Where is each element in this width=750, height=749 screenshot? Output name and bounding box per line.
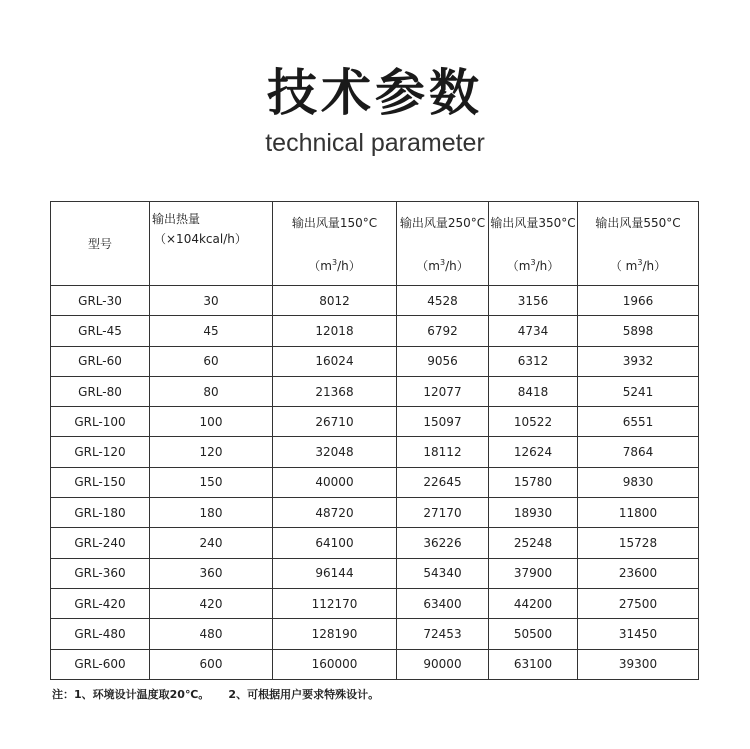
cell-air-250: 12077: [397, 376, 489, 406]
header-air-350: [489, 202, 578, 286]
cell-heat: 150: [150, 467, 273, 497]
page-subtitle: technical parameter: [265, 129, 485, 157]
footnote: 注：1、环境设计温度取20℃。 2、可根据用户要求特殊设计。: [52, 688, 380, 701]
page-title: 技术参数: [267, 64, 483, 122]
cell-air-350: 18930: [489, 498, 578, 528]
table-row: [51, 407, 699, 437]
cell-heat: 360: [150, 558, 273, 588]
cell-heat: 180: [150, 498, 273, 528]
cell-air-350: 25248: [489, 528, 578, 558]
table-row: [51, 437, 699, 467]
table-row: [51, 376, 699, 406]
header-air-250-label: 输出风量250°C: [399, 215, 486, 230]
table-row: [51, 467, 699, 497]
cell-air-550: 9830: [578, 467, 699, 497]
cell-heat: 100: [150, 407, 273, 437]
cell-model: GRL-60: [51, 346, 150, 376]
cell-air-150: 128190: [273, 619, 397, 649]
cell-air-550: 5898: [578, 316, 699, 346]
cell-air-550: 6551: [578, 407, 699, 437]
cell-air-550: 15728: [578, 528, 699, 558]
header-heat-unit: （×104kcal/h）: [154, 232, 247, 246]
cell-air-250: 9056: [397, 346, 489, 376]
header-heat-output: [150, 202, 273, 286]
cell-heat: 45: [150, 316, 273, 346]
cell-air-350: 3156: [489, 286, 578, 316]
cell-air-550: 31450: [578, 619, 699, 649]
header-heat-label: 输出热量: [152, 212, 201, 226]
cell-air-150: 64100: [273, 528, 397, 558]
cell-model: GRL-600: [51, 649, 150, 679]
cell-model: GRL-180: [51, 498, 150, 528]
cell-air-350: 63100: [489, 649, 578, 679]
table-row: [51, 649, 699, 679]
cell-air-250: 15097: [397, 407, 489, 437]
cell-air-350: 6312: [489, 346, 578, 376]
cell-air-550: 3932: [578, 346, 699, 376]
cell-air-150: 32048: [273, 437, 397, 467]
cell-air-250: 90000: [397, 649, 489, 679]
header-air-150: [273, 202, 397, 286]
cell-air-250: 36226: [397, 528, 489, 558]
cell-heat: 600: [150, 649, 273, 679]
cell-air-550: 39300: [578, 649, 699, 679]
cell-heat: 420: [150, 588, 273, 618]
cell-model: GRL-100: [51, 407, 150, 437]
cell-air-350: 10522: [489, 407, 578, 437]
table-row: [51, 286, 699, 316]
cell-air-150: 8012: [273, 286, 397, 316]
cell-model: GRL-420: [51, 588, 150, 618]
table-header-row: [51, 202, 699, 286]
cell-model: GRL-45: [51, 316, 150, 346]
cell-air-150: 12018: [273, 316, 397, 346]
cell-heat: 30: [150, 286, 273, 316]
cell-air-150: 48720: [273, 498, 397, 528]
cell-heat: 480: [150, 619, 273, 649]
cell-air-250: 18112: [397, 437, 489, 467]
cell-air-150: 26710: [273, 407, 397, 437]
cell-model: GRL-360: [51, 558, 150, 588]
cell-heat: 240: [150, 528, 273, 558]
header-air-350-label: 输出风量350°C: [490, 215, 576, 230]
table-row: [51, 619, 699, 649]
cell-air-150: 21368: [273, 376, 397, 406]
cell-air-250: 6792: [397, 316, 489, 346]
cell-air-250: 54340: [397, 558, 489, 588]
cell-air-150: 40000: [273, 467, 397, 497]
cell-model: GRL-240: [51, 528, 150, 558]
table-row: [51, 316, 699, 346]
cell-air-350: 12624: [489, 437, 578, 467]
cell-air-250: 27170: [397, 498, 489, 528]
cell-model: GRL-120: [51, 437, 150, 467]
header-air-550-unit: （ $m^3/h$）: [609, 257, 667, 273]
cell-air-350: 15780: [489, 467, 578, 497]
cell-air-250: 72453: [397, 619, 489, 649]
cell-air-150: 160000: [273, 649, 397, 679]
cell-air-550: 7864: [578, 437, 699, 467]
header-model: [51, 202, 150, 286]
table-row: [51, 346, 699, 376]
header-air-250-unit: $(m^3/h)$: [416, 257, 469, 273]
cell-model: GRL-150: [51, 467, 150, 497]
cell-air-550: 1966: [578, 286, 699, 316]
cell-air-350: 37900: [489, 558, 578, 588]
cell-air-350: 50500: [489, 619, 578, 649]
technical-parameter-table: [50, 201, 699, 680]
cell-air-150: 112170: [273, 588, 397, 618]
cell-air-350: 8418: [489, 376, 578, 406]
cell-air-550: 23600: [578, 558, 699, 588]
cell-air-350: 4734: [489, 316, 578, 346]
header-air-150-label: 输出风量150°C: [291, 215, 378, 230]
cell-heat: 80: [150, 376, 273, 406]
cell-air-550: 5241: [578, 376, 699, 406]
cell-air-350: 44200: [489, 588, 578, 618]
header-air-550: [578, 202, 699, 286]
header-model-label: 型号: [87, 237, 112, 251]
cell-air-150: 96144: [273, 558, 397, 588]
header-air-150-unit: $(m^3/h)$: [308, 257, 361, 273]
cell-air-550: 27500: [578, 588, 699, 618]
cell-model: GRL-480: [51, 619, 150, 649]
table-row: [51, 558, 699, 588]
cell-heat: 60: [150, 346, 273, 376]
table-row: [51, 588, 699, 618]
cell-air-250: 22645: [397, 467, 489, 497]
header-air-350-unit: $(m^3/h)$: [506, 257, 560, 273]
cell-air-150: 16024: [273, 346, 397, 376]
table-row: [51, 528, 699, 558]
header-air-250: [397, 202, 489, 286]
cell-heat: 120: [150, 437, 273, 467]
cell-model: GRL-80: [51, 376, 150, 406]
header-air-550-label: 输出风量550°C: [595, 215, 681, 230]
cell-model: GRL-30: [51, 286, 150, 316]
cell-air-550: 11800: [578, 498, 699, 528]
table-row: [51, 498, 699, 528]
cell-air-250: 63400: [397, 588, 489, 618]
cell-air-250: 4528: [397, 286, 489, 316]
